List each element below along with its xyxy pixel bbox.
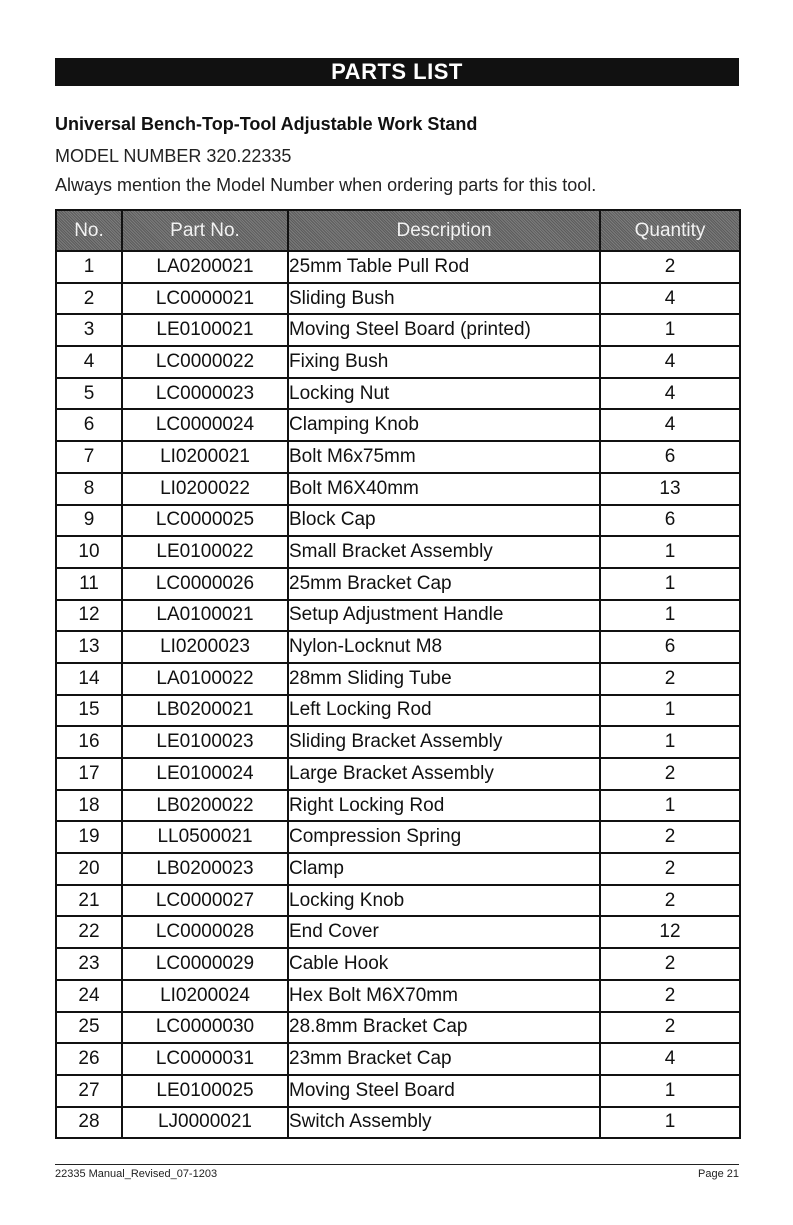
table-row — [56, 980, 740, 1012]
cell-no: 1 — [56, 251, 122, 283]
cell-quantity: 1 — [600, 695, 740, 727]
cell-no: 17 — [56, 758, 122, 790]
cell-description: 28mm Sliding Tube — [288, 663, 600, 695]
table-row — [56, 283, 740, 315]
ordering-note: Always mention the Model Number when ordering parts for this tool. — [55, 175, 597, 195]
cell-quantity: 2 — [600, 980, 740, 1012]
table-row — [56, 600, 740, 632]
cell-no: 23 — [56, 948, 122, 980]
cell-part-no: LC0000030 — [122, 1012, 288, 1044]
cell-description: Bolt M6X40mm — [288, 473, 600, 505]
cell-no: 21 — [56, 885, 122, 917]
table-header-row — [56, 210, 740, 251]
cell-part-no: LJ0000021 — [122, 1107, 288, 1139]
table-row — [56, 790, 740, 822]
table-row — [56, 885, 740, 917]
cell-part-no: LI0200021 — [122, 441, 288, 473]
cell-no: 18 — [56, 790, 122, 822]
parts-list-banner — [55, 58, 739, 86]
table-row — [56, 568, 740, 600]
table-row — [56, 916, 740, 948]
cell-quantity: 2 — [600, 758, 740, 790]
cell-quantity: 6 — [600, 441, 740, 473]
cell-no: 3 — [56, 314, 122, 346]
cell-quantity: 1 — [600, 600, 740, 632]
cell-quantity: 1 — [600, 726, 740, 758]
cell-description: 23mm Bracket Cap — [288, 1043, 600, 1075]
cell-description: Block Cap — [288, 505, 600, 537]
table-row — [56, 473, 740, 505]
cell-description: 28.8mm Bracket Cap — [288, 1012, 600, 1044]
document-title: Universal Bench-Top-Tool Adjustable Work Stand — [55, 114, 478, 134]
cell-no: 15 — [56, 695, 122, 727]
cell-quantity: 2 — [600, 853, 740, 885]
cell-no: 2 — [56, 283, 122, 315]
cell-no: 11 — [56, 568, 122, 600]
cell-quantity: 1 — [600, 568, 740, 600]
cell-quantity: 2 — [600, 1012, 740, 1044]
cell-part-no: LA0100022 — [122, 663, 288, 695]
cell-part-no: LE0100023 — [122, 726, 288, 758]
cell-part-no: LC0000029 — [122, 948, 288, 980]
cell-description: Clamping Knob — [288, 409, 600, 441]
cell-part-no: LE0100022 — [122, 536, 288, 568]
header-quantity: Quantity — [600, 210, 740, 251]
cell-description: Sliding Bracket Assembly — [288, 726, 600, 758]
cell-part-no: LC0000023 — [122, 378, 288, 410]
cell-part-no: LI0200022 — [122, 473, 288, 505]
cell-no: 5 — [56, 378, 122, 410]
cell-description: Compression Spring — [288, 821, 600, 853]
cell-part-no: LE0100021 — [122, 314, 288, 346]
cell-description: Switch Assembly — [288, 1107, 600, 1139]
table-row — [56, 1075, 740, 1107]
table-row — [56, 505, 740, 537]
cell-no: 26 — [56, 1043, 122, 1075]
banner-title: PARTS LIST — [331, 59, 463, 84]
cell-no: 24 — [56, 980, 122, 1012]
cell-description: Large Bracket Assembly — [288, 758, 600, 790]
footer-divider — [55, 1164, 739, 1165]
cell-description: Setup Adjustment Handle — [288, 600, 600, 632]
cell-no: 10 — [56, 536, 122, 568]
cell-quantity: 1 — [600, 790, 740, 822]
table-row — [56, 409, 740, 441]
cell-quantity: 6 — [600, 631, 740, 663]
footer-page-number: Page 21 — [698, 1168, 739, 1180]
cell-description: Clamp — [288, 853, 600, 885]
table-row — [56, 1012, 740, 1044]
table-row — [56, 1043, 740, 1075]
cell-no: 25 — [56, 1012, 122, 1044]
cell-part-no: LB0200022 — [122, 790, 288, 822]
cell-description: Cable Hook — [288, 948, 600, 980]
header-no: No. — [56, 210, 122, 251]
cell-no: 28 — [56, 1107, 122, 1139]
cell-no: 9 — [56, 505, 122, 537]
table-row — [56, 948, 740, 980]
model-number: MODEL NUMBER 320.22335 — [55, 146, 292, 166]
header-part-no: Part No. — [122, 210, 288, 251]
table-row — [56, 314, 740, 346]
table-row — [56, 378, 740, 410]
cell-part-no: LE0100024 — [122, 758, 288, 790]
cell-no: 12 — [56, 600, 122, 632]
cell-no: 19 — [56, 821, 122, 853]
cell-quantity: 2 — [600, 948, 740, 980]
cell-description: 25mm Table Pull Rod — [288, 251, 600, 283]
cell-description: Bolt M6x75mm — [288, 441, 600, 473]
table-row — [56, 695, 740, 727]
cell-part-no: LC0000024 — [122, 409, 288, 441]
cell-description: 25mm Bracket Cap — [288, 568, 600, 600]
cell-no: 27 — [56, 1075, 122, 1107]
cell-part-no: LL0500021 — [122, 821, 288, 853]
cell-quantity: 2 — [600, 251, 740, 283]
cell-part-no: LC0000022 — [122, 346, 288, 378]
table-row — [56, 346, 740, 378]
table-row — [56, 536, 740, 568]
parts-table-body — [56, 251, 740, 1138]
footer-document-id: 22335 Manual_Revised_07-1203 — [55, 1168, 218, 1180]
cell-description: Sliding Bush — [288, 283, 600, 315]
cell-description: End Cover — [288, 916, 600, 948]
cell-quantity: 2 — [600, 663, 740, 695]
table-row — [56, 853, 740, 885]
cell-quantity: 2 — [600, 885, 740, 917]
table-row — [56, 251, 740, 283]
table-row — [56, 758, 740, 790]
cell-quantity: 2 — [600, 821, 740, 853]
cell-no: 4 — [56, 346, 122, 378]
table-row — [56, 663, 740, 695]
cell-part-no: LC0000025 — [122, 505, 288, 537]
cell-description: Locking Knob — [288, 885, 600, 917]
cell-part-no: LB0200021 — [122, 695, 288, 727]
cell-no: 8 — [56, 473, 122, 505]
cell-no: 20 — [56, 853, 122, 885]
cell-description: Moving Steel Board (printed) — [288, 314, 600, 346]
cell-description: Fixing Bush — [288, 346, 600, 378]
cell-quantity: 4 — [600, 1043, 740, 1075]
cell-quantity: 1 — [600, 1075, 740, 1107]
cell-part-no: LE0100025 — [122, 1075, 288, 1107]
cell-quantity: 4 — [600, 346, 740, 378]
cell-quantity: 1 — [600, 314, 740, 346]
cell-no: 16 — [56, 726, 122, 758]
table-row — [56, 821, 740, 853]
cell-part-no: LC0000031 — [122, 1043, 288, 1075]
cell-quantity: 1 — [600, 1107, 740, 1139]
cell-part-no: LA0200021 — [122, 251, 288, 283]
cell-quantity: 1 — [600, 536, 740, 568]
cell-part-no: LI0200024 — [122, 980, 288, 1012]
cell-description: Nylon-Locknut M8 — [288, 631, 600, 663]
cell-quantity: 4 — [600, 283, 740, 315]
cell-no: 13 — [56, 631, 122, 663]
cell-quantity: 6 — [600, 505, 740, 537]
cell-part-no: LC0000026 — [122, 568, 288, 600]
cell-no: 22 — [56, 916, 122, 948]
table-row — [56, 631, 740, 663]
table-row — [56, 726, 740, 758]
cell-description: Left Locking Rod — [288, 695, 600, 727]
header-description: Description — [288, 210, 600, 251]
cell-quantity: 4 — [600, 378, 740, 410]
cell-no: 7 — [56, 441, 122, 473]
cell-part-no: LA0100021 — [122, 600, 288, 632]
cell-quantity: 13 — [600, 473, 740, 505]
cell-part-no: LI0200023 — [122, 631, 288, 663]
cell-quantity: 4 — [600, 409, 740, 441]
cell-no: 14 — [56, 663, 122, 695]
cell-description: Locking Nut — [288, 378, 600, 410]
cell-description: Right Locking Rod — [288, 790, 600, 822]
table-row — [56, 441, 740, 473]
table-row — [56, 1107, 740, 1139]
cell-description: Small Bracket Assembly — [288, 536, 600, 568]
cell-description: Moving Steel Board — [288, 1075, 600, 1107]
cell-description: Hex Bolt M6X70mm — [288, 980, 600, 1012]
cell-part-no: LC0000027 — [122, 885, 288, 917]
cell-no: 6 — [56, 409, 122, 441]
cell-part-no: LC0000021 — [122, 283, 288, 315]
parts-table — [55, 209, 741, 1139]
cell-quantity: 12 — [600, 916, 740, 948]
cell-part-no: LB0200023 — [122, 853, 288, 885]
cell-part-no: LC0000028 — [122, 916, 288, 948]
